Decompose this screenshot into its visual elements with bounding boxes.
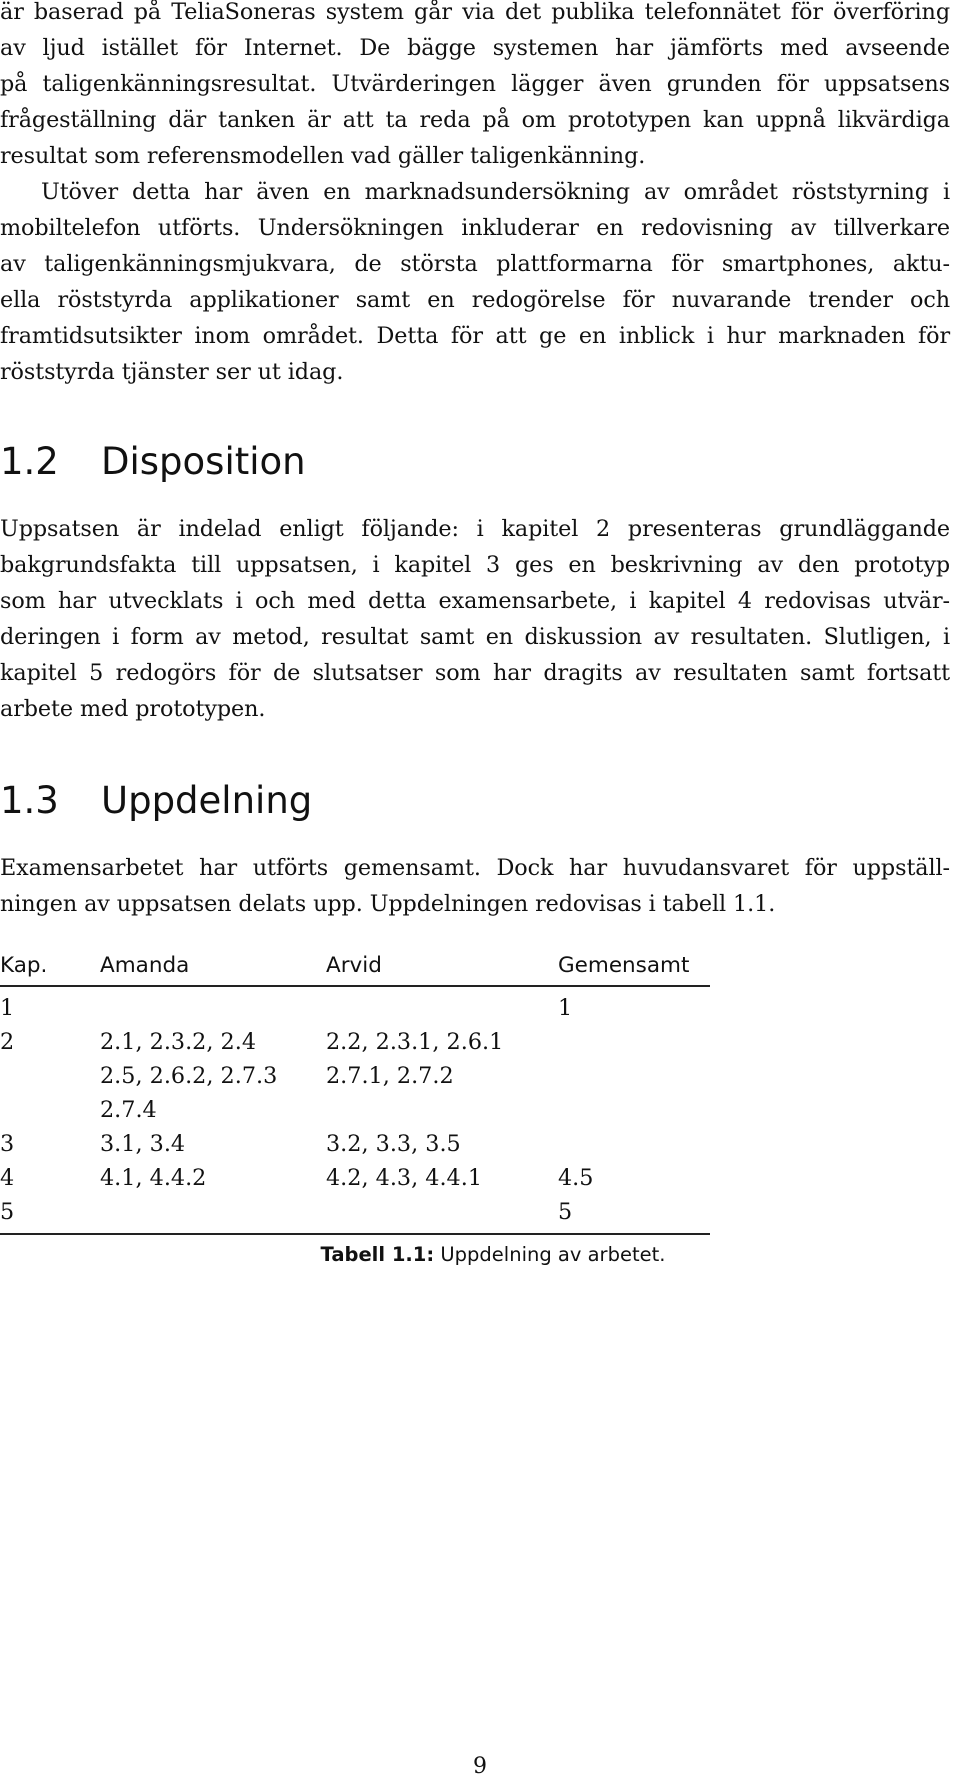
text-line: av taligenkänningsmjukvara, de största plattformarna för smartphones, aktu-	[0, 251, 950, 277]
text-line: av ljud istället för Internet. De bägge systemen har jämförts med avseende	[0, 35, 950, 61]
table-cell	[100, 986, 326, 1025]
section-number: 1.3	[0, 779, 59, 822]
table-row	[0, 1093, 710, 1127]
table-cell: 2.5, 2.6.2, 2.7.3	[100, 1063, 278, 1089]
table-cell: 4.2, 4.3, 4.4.1	[326, 1165, 483, 1191]
header-kap: Kap.	[0, 945, 100, 986]
text-line: Uppsatsen är indelad enligt följande: i kapitel 2 presenteras grundläggande	[0, 516, 950, 542]
uppdelning-paragraph	[0, 850, 950, 922]
table-cell	[558, 1025, 710, 1059]
table-cell: 2.2, 2.3.1, 2.6.1	[326, 1029, 504, 1055]
header-amanda: Amanda	[100, 945, 326, 986]
table-cell	[558, 1059, 710, 1093]
table-cell: 3	[0, 1131, 15, 1157]
text-line: Utöver detta har även en marknadsundersökning av området röststyrning i	[41, 179, 950, 205]
market-paragraph	[0, 174, 950, 390]
table-cell: 2	[0, 1029, 15, 1055]
section-title: Uppdelning	[101, 779, 313, 822]
table-header-row	[0, 945, 710, 986]
section-heading-uppdelning	[0, 779, 312, 823]
table-cell: 3.1, 3.4	[100, 1131, 186, 1157]
text-line: kapitel 5 redogörs för de slutsatser som har dragits av resultaten samt fortsatt	[0, 660, 950, 686]
table-cell: 4.1, 4.4.2	[100, 1165, 207, 1191]
table-cell: 3.2, 3.3, 3.5	[326, 1131, 461, 1157]
text-line: bakgrundsfakta till uppsatsen, i kapitel 3 ges en beskrivning av den prototyp	[0, 552, 950, 578]
table-caption-label: Tabell 1.1:	[320, 1243, 435, 1266]
table-cell	[558, 1127, 710, 1161]
table-caption-text: Uppdelning av arbetet.	[440, 1243, 666, 1266]
table-row	[0, 1025, 710, 1059]
table-cell: 4.5	[558, 1165, 594, 1191]
disposition-paragraph	[0, 511, 950, 727]
table-row	[0, 1059, 710, 1093]
table-cell: 4	[0, 1165, 15, 1191]
text-line: deringen i form av metod, resultat samt en diskussion av resultaten. Slutligen, i	[0, 624, 950, 650]
text-line: ningen av uppsatsen delats upp. Uppdelningen redovisas i tabell 1.1.	[0, 891, 776, 917]
table-cell	[0, 1093, 100, 1127]
table-cell: 2.1, 2.3.2, 2.4	[100, 1029, 257, 1055]
table-row	[0, 986, 710, 1025]
table-row	[0, 1195, 710, 1234]
table-cell: 1	[558, 995, 573, 1021]
table-cell	[326, 1195, 558, 1234]
section-title: Disposition	[101, 440, 306, 483]
table-cell: 5	[0, 1195, 100, 1234]
work-split-table	[0, 945, 710, 1235]
table-cell: 5	[558, 1195, 710, 1234]
text-line: mobiltelefon utförts. Undersökningen inkluderar en redovisning av tillverkare	[0, 215, 950, 241]
table-row	[0, 1161, 710, 1195]
header-gemensamt: Gemensamt	[558, 945, 710, 986]
table-caption	[0, 1243, 960, 1266]
text-line: framtidsutsikter inom området. Detta för att ge en inblick i hur marknaden för	[0, 323, 950, 349]
table-cell: 1	[0, 995, 15, 1021]
table-cell: 2.7.1, 2.7.2	[326, 1063, 454, 1089]
page-number: 9	[473, 1754, 487, 1779]
table-cell: 2.7.4	[100, 1097, 157, 1123]
table-row	[0, 1127, 710, 1161]
text-line: frågeställning där tanken är att ta reda på om prototypen kan uppnå likvärdiga	[0, 107, 950, 133]
section-number: 1.2	[0, 440, 59, 483]
text-line: Examensarbetet har utförts gemensamt. Dock har huvudansvaret för uppställ-	[0, 855, 950, 881]
table-cell	[326, 986, 558, 1025]
table-cell	[100, 1195, 326, 1234]
header-arvid: Arvid	[326, 945, 558, 986]
section-heading-disposition	[0, 440, 306, 484]
text-line: resultat som referensmodellen vad gäller taligenkänning.	[0, 143, 646, 169]
text-line: röststyrda tjänster ser ut idag.	[0, 359, 344, 385]
text-line: på taligenkänningsresultat. Utvärderingen lägger även grunden för uppsatsens	[0, 71, 950, 97]
text-line: ella röststyrda applikationer samt en redogörelse för nuvarande trender och	[0, 287, 950, 313]
table-cell	[0, 1059, 100, 1093]
work-split-table-container	[0, 945, 710, 1235]
table-cell	[326, 1093, 558, 1127]
text-line: är baserad på TeliaSoneras system går via det publika telefonnätet för överföring	[0, 0, 950, 25]
intro-paragraph	[0, 0, 950, 174]
text-line: arbete med prototypen.	[0, 696, 266, 722]
table-cell	[558, 1093, 710, 1127]
text-line: som har utvecklats i och med detta examensarbete, i kapitel 4 redovisas utvär-	[0, 588, 950, 614]
